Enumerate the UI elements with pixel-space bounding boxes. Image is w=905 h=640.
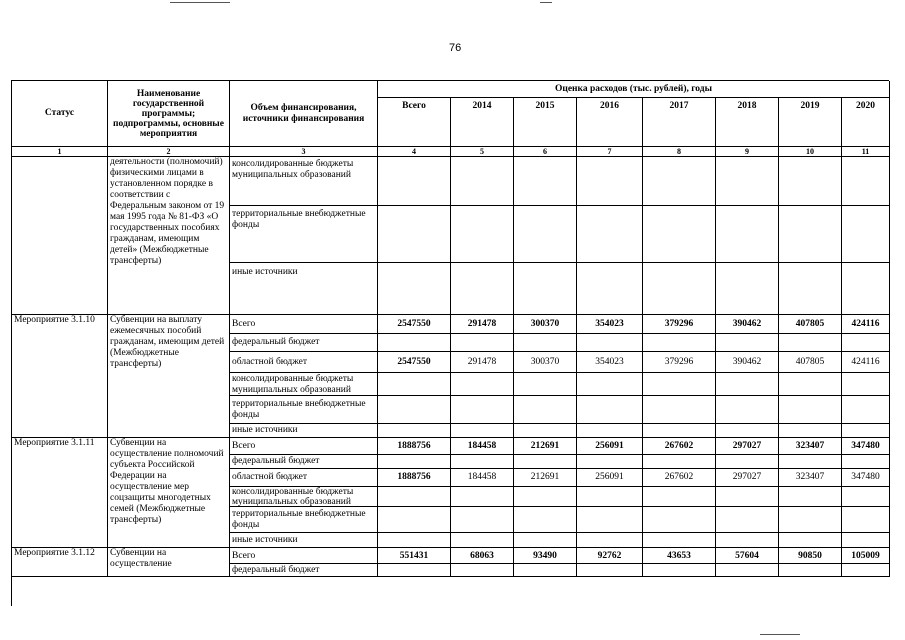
- value-cell: 407805: [779, 315, 842, 334]
- measure-status: Мероприятие 3.1.10: [12, 315, 108, 438]
- value-cell: 2547550: [378, 315, 451, 334]
- value-cell: 347480: [842, 438, 890, 455]
- column-number: 1: [12, 147, 108, 157]
- status-cell-empty: [12, 157, 108, 315]
- value-cell: 424116: [842, 352, 890, 373]
- column-number: 9: [716, 147, 779, 157]
- column-number: 4: [378, 147, 451, 157]
- value-cell: 390462: [716, 315, 779, 334]
- value-cell: 267602: [643, 438, 716, 455]
- header-year: 2015: [514, 98, 577, 147]
- value-cell: 379296: [643, 352, 716, 373]
- header-year: 2018: [716, 98, 779, 147]
- header-total: Всего: [378, 98, 451, 147]
- value-cell: 1888756: [378, 469, 451, 487]
- value-cell: 212691: [514, 438, 577, 455]
- source-label: Всего: [230, 548, 378, 564]
- value-cell: 379296: [643, 315, 716, 334]
- source-label: иные источники: [230, 533, 378, 548]
- value-cell: 90850: [779, 548, 842, 564]
- value-cell: 256091: [577, 469, 643, 487]
- measure-name: Субвенции на выплату ежемесячных пособий гражданам, имеющим детей (Межбюджетные трансферты): [108, 315, 230, 438]
- value-cell: 57604: [716, 548, 779, 564]
- value-cell: 1888756: [378, 438, 451, 455]
- value-cell: 297027: [716, 469, 779, 487]
- value-cell: 407805: [779, 352, 842, 373]
- value-cell: 93490: [514, 548, 577, 564]
- source-label: федеральный бюджет: [230, 455, 378, 469]
- budget-table: [11, 80, 889, 606]
- column-number: 8: [643, 147, 716, 157]
- value-cell: 212691: [514, 469, 577, 487]
- measure-name: Субвенции на осуществление: [108, 548, 230, 577]
- value-cell: 92762: [577, 548, 643, 564]
- value-cell: 297027: [716, 438, 779, 455]
- header-volume: Объем финансирования, источники финансирования: [230, 81, 378, 147]
- column-number: 11: [842, 147, 890, 157]
- header-year: 2020: [842, 98, 890, 147]
- column-number: 2: [108, 147, 230, 157]
- page-number: 76: [449, 42, 462, 54]
- header-year: 2016: [577, 98, 643, 147]
- value-cell: 68063: [451, 548, 514, 564]
- header-year: 2019: [779, 98, 842, 147]
- source-label: федеральный бюджет: [230, 334, 378, 352]
- source-label: Всего: [230, 315, 378, 334]
- source-label: Всего: [230, 438, 378, 455]
- value-cell: 184458: [451, 469, 514, 487]
- column-number: 10: [779, 147, 842, 157]
- header-name: Наименование государственной программы; подпрограммы, основные мероприятия: [108, 81, 230, 147]
- measure-status: Мероприятие 3.1.11: [12, 438, 108, 548]
- header-estimate: Оценка расходов (тыс. рублей), годы: [378, 81, 890, 98]
- header-year: 2017: [643, 98, 716, 147]
- value-cell: 256091: [577, 438, 643, 455]
- measure-name: Субвенции на осуществление полномочий субъекта Российской Федерации на осуществление мер соцзащиты многодетных семей (Межбюджетные трансферты): [108, 438, 230, 548]
- source-label: территориальные внебюджетные фонды: [230, 206, 378, 263]
- measure-name: деятельности (полномочий) физическими лицами в установленном порядке в соответствии с Федеральным законом от 19 мая 1995 года № 81-ФЗ «О государственных пособиях гражданам, имеющим детей» (Межбюджетные трансферты): [108, 157, 230, 315]
- source-label: иные источники: [230, 263, 378, 315]
- header-year: 2014: [451, 98, 514, 147]
- source-label: областной бюджет: [230, 469, 378, 487]
- value-cell: 184458: [451, 438, 514, 455]
- column-number: 7: [577, 147, 643, 157]
- value-cell: 291478: [451, 315, 514, 334]
- value-cell: 291478: [451, 352, 514, 373]
- value-cell: 105009: [842, 548, 890, 564]
- value-cell: 43653: [643, 548, 716, 564]
- value-cell: 300370: [514, 352, 577, 373]
- column-number: 6: [514, 147, 577, 157]
- value-cell: 323407: [779, 438, 842, 455]
- measure-status: Мероприятие 3.1.12: [12, 548, 108, 577]
- source-label: консолидированные бюджеты муниципальных образований: [230, 487, 378, 507]
- value-cell: 354023: [577, 352, 643, 373]
- value-cell: 300370: [514, 315, 577, 334]
- value-cell: 267602: [643, 469, 716, 487]
- source-label: консолидированные бюджеты муниципальных образований: [230, 157, 378, 206]
- column-number: 3: [230, 147, 378, 157]
- value-cell: 424116: [842, 315, 890, 334]
- source-label: федеральный бюджет: [230, 564, 378, 577]
- value-cell: 551431: [378, 548, 451, 564]
- header-status: Статус: [12, 81, 108, 147]
- value-cell: 323407: [779, 469, 842, 487]
- value-cell: 347480: [842, 469, 890, 487]
- source-label: территориальные внебюджетные фонды: [230, 507, 378, 533]
- source-label: областной бюджет: [230, 352, 378, 373]
- source-label: территориальные внебюджетные фонды: [230, 396, 378, 424]
- source-label: иные источники: [230, 424, 378, 438]
- source-label: консолидированные бюджеты муниципальных образований: [230, 373, 378, 396]
- value-cell: 354023: [577, 315, 643, 334]
- value-cell: 2547550: [378, 352, 451, 373]
- column-number: 5: [451, 147, 514, 157]
- value-cell: 390462: [716, 352, 779, 373]
